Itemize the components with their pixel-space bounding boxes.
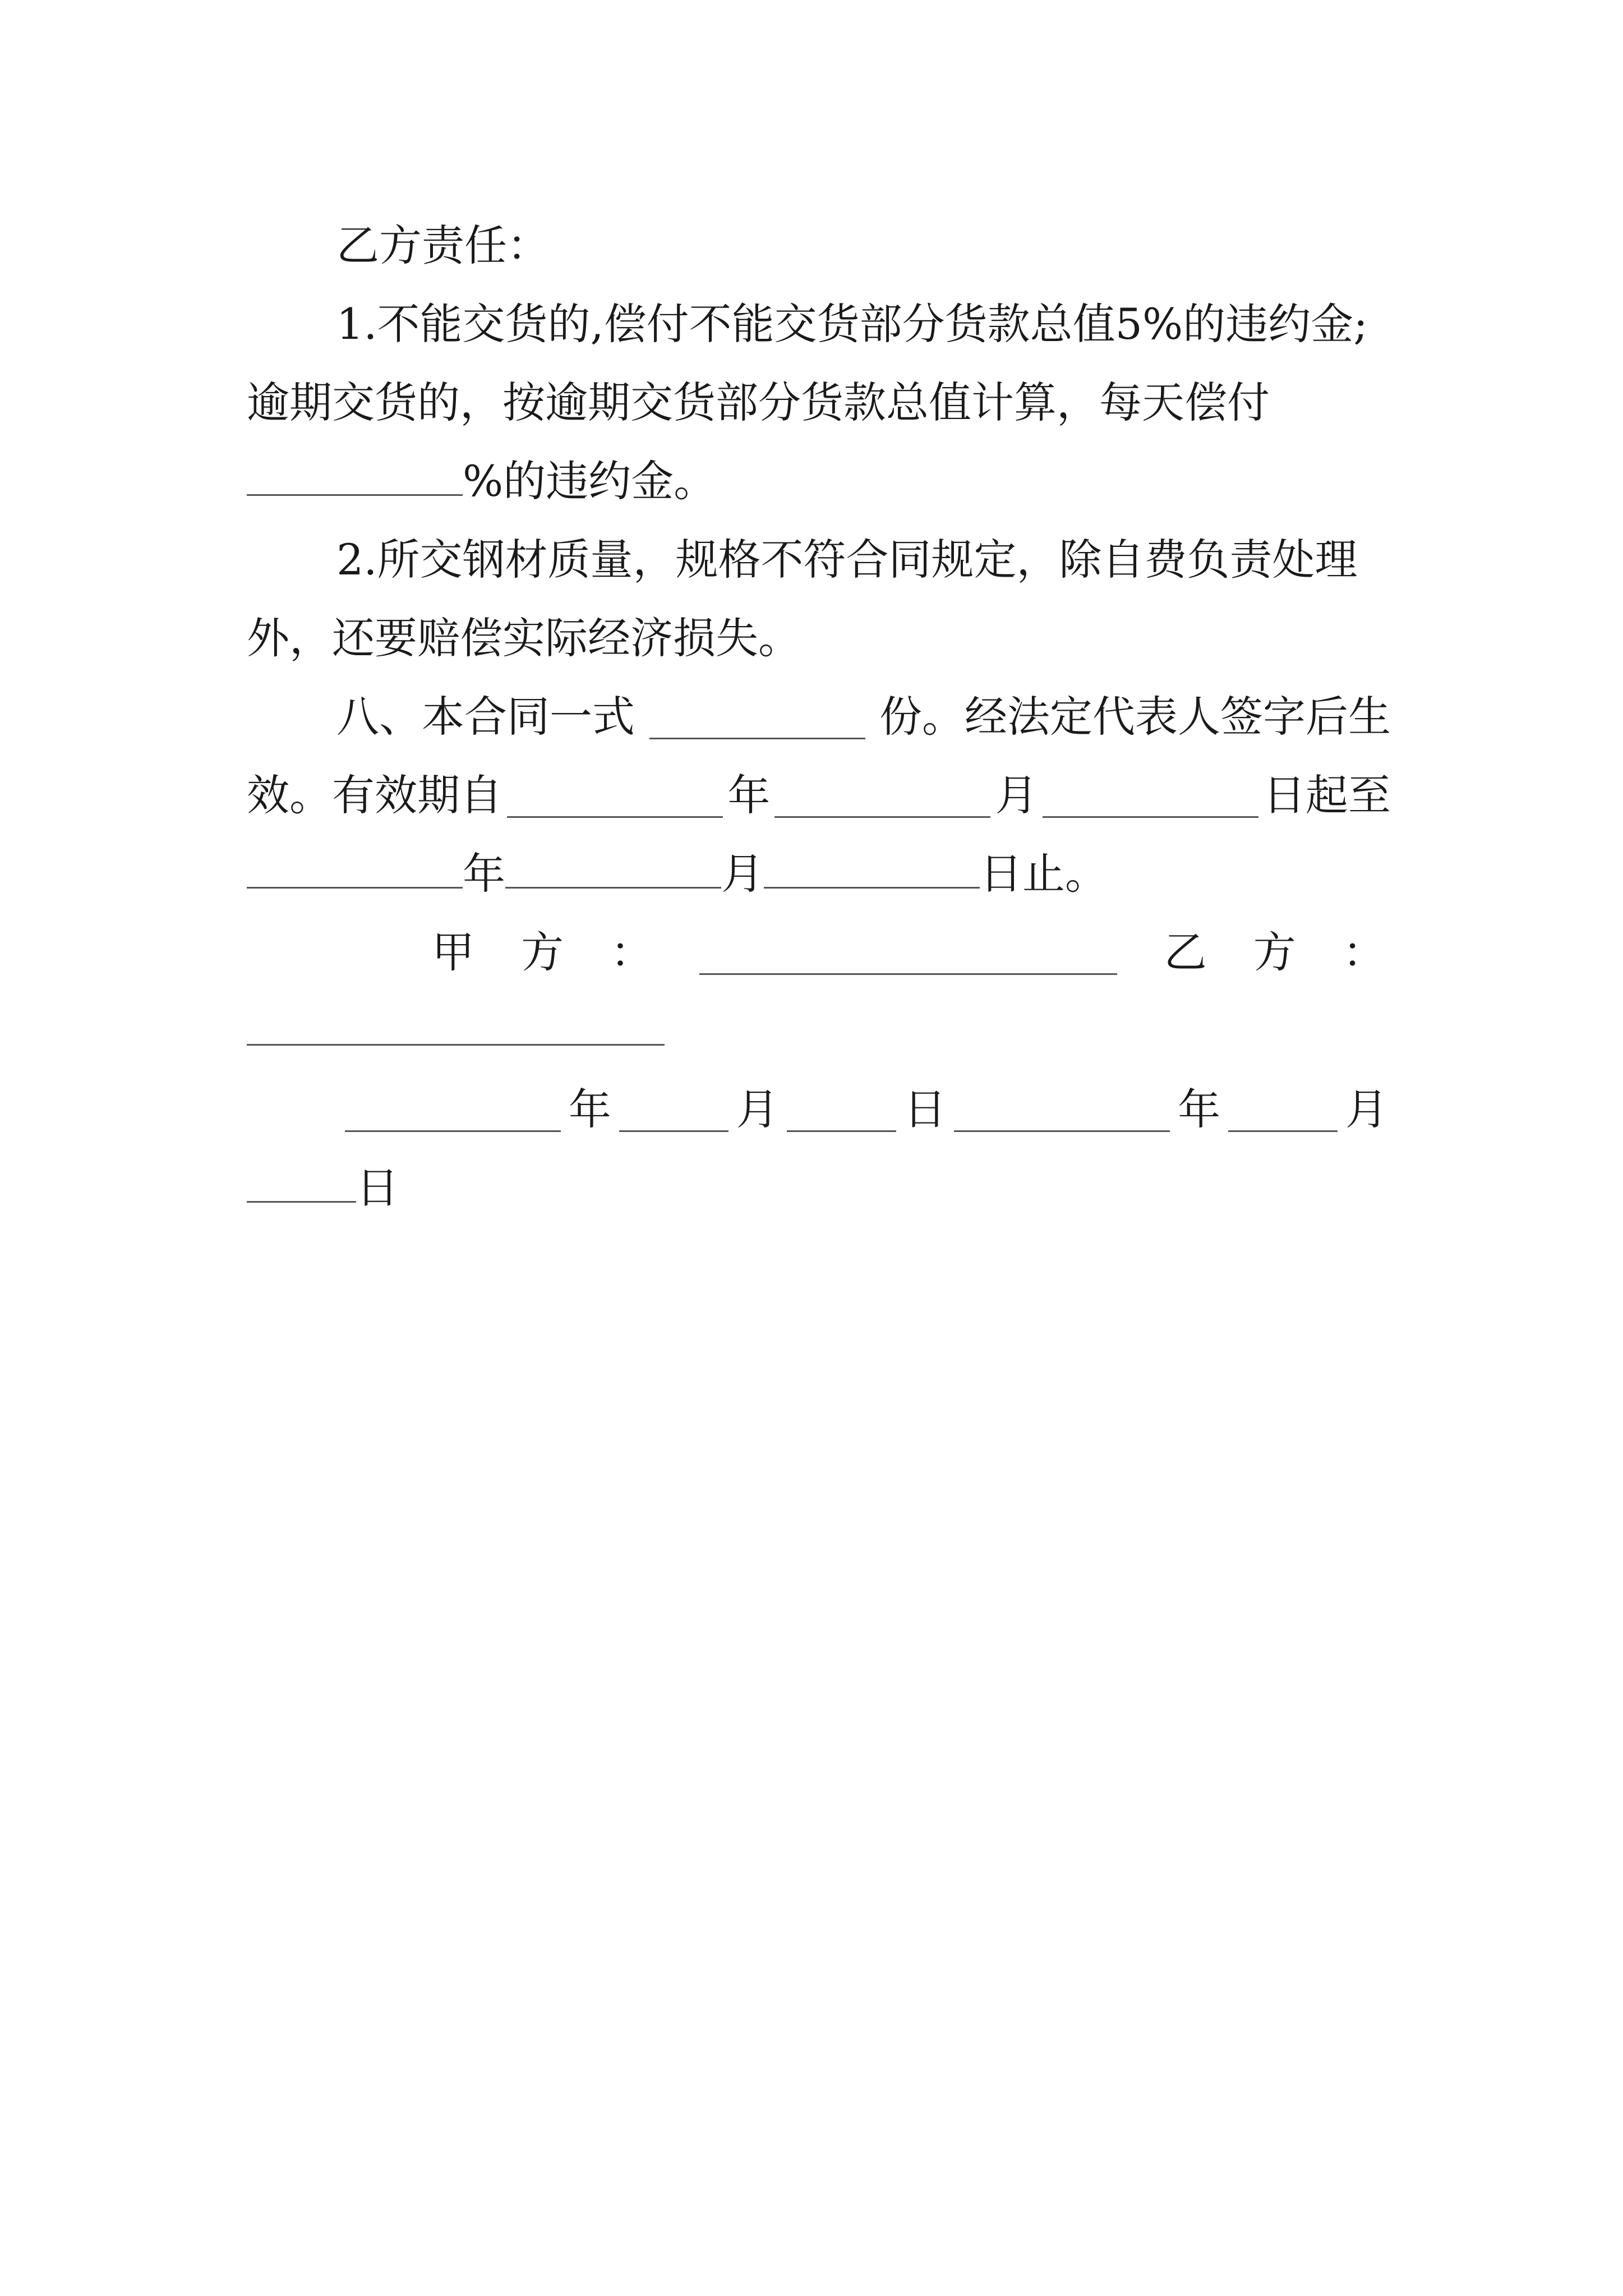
- signing-date-line-2: [247, 1149, 1391, 1227]
- start-day-blank[interactable]: [1043, 773, 1258, 818]
- party-a-char-1: 甲: [432, 927, 474, 977]
- clause-8-line-2: [247, 756, 1391, 835]
- end-day-blank[interactable]: [764, 844, 980, 889]
- party-b-signature-blank[interactable]: [247, 1001, 665, 1046]
- month-label: 月: [721, 849, 764, 899]
- party-b-day-blank[interactable]: [247, 1158, 356, 1203]
- end-year-blank[interactable]: [247, 844, 463, 889]
- party-a-colon: ：: [610, 927, 653, 977]
- party-a-year-blank[interactable]: [345, 1087, 561, 1132]
- clause-2-line-2: [247, 599, 1391, 678]
- clause-1-text-3: %的违约金。: [463, 456, 717, 506]
- penalty-rate-blank[interactable]: [247, 451, 463, 496]
- clause-8-text-1b: 份。经法定代表人签字后生: [879, 692, 1391, 742]
- clause-8-text-3c: 日止。: [980, 849, 1108, 899]
- party-b-colon: ：: [1342, 927, 1385, 977]
- day-label: 日: [356, 1163, 399, 1213]
- clause-1-text-2: 逾期交货的，按逾期交货部分货款总值计算，每天偿付: [247, 378, 1270, 427]
- start-month-blank[interactable]: [774, 773, 990, 818]
- signature-line: [432, 913, 1385, 992]
- section-title-text: 乙方责任：: [336, 220, 550, 270]
- month-label: 月: [995, 770, 1038, 820]
- day-label: 日: [903, 1084, 947, 1134]
- party-a-day-blank[interactable]: [787, 1087, 896, 1132]
- clause-1-line-3: [247, 442, 1391, 521]
- clause-1-text-1: 1.不能交货的,偿付不能交货部分货款总值5%的违约金;: [336, 299, 1368, 349]
- year-label: 年: [1178, 1084, 1221, 1134]
- clause-2-line-1: [336, 521, 1391, 599]
- year-label: 年: [568, 1084, 611, 1134]
- party-b-month-blank[interactable]: [1228, 1087, 1338, 1132]
- section-title: [336, 206, 1481, 285]
- clause-8-line-1: [336, 678, 1391, 756]
- clause-1-line-1: [336, 285, 1391, 364]
- month-label: 月: [1345, 1084, 1388, 1134]
- party-b-char-2: 方: [1253, 927, 1296, 977]
- party-a-signature-blank[interactable]: [699, 930, 1117, 975]
- party-b-char-1: 乙: [1164, 927, 1207, 977]
- start-year-blank[interactable]: [507, 773, 723, 818]
- month-label: 月: [736, 1084, 779, 1134]
- clause-2-text-1: 2.所交钢材质量，规格不符合同规定，除自费负责处理: [336, 535, 1358, 585]
- party-b-year-blank[interactable]: [954, 1087, 1170, 1132]
- end-month-blank[interactable]: [505, 844, 721, 889]
- clause-8-text-2d: 日起至: [1262, 770, 1391, 820]
- party-a-month-blank[interactable]: [619, 1087, 728, 1132]
- clause-8-line-3: [247, 835, 1391, 913]
- party-b-signature-line: [247, 992, 1391, 1070]
- party-a-char-2: 方: [521, 927, 564, 977]
- clause-1-line-2: [247, 364, 1391, 442]
- year-label: 年: [463, 849, 505, 899]
- copies-blank[interactable]: [649, 694, 865, 739]
- signing-date-line: [345, 1070, 1388, 1149]
- clause-8-text-1a: 八、本合同一式: [336, 692, 635, 742]
- year-label: 年: [727, 770, 771, 820]
- clause-8-text-2a: 效。有效期自: [247, 770, 502, 820]
- clause-2-text-2: 外，还要赔偿实际经济损失。: [247, 613, 801, 663]
